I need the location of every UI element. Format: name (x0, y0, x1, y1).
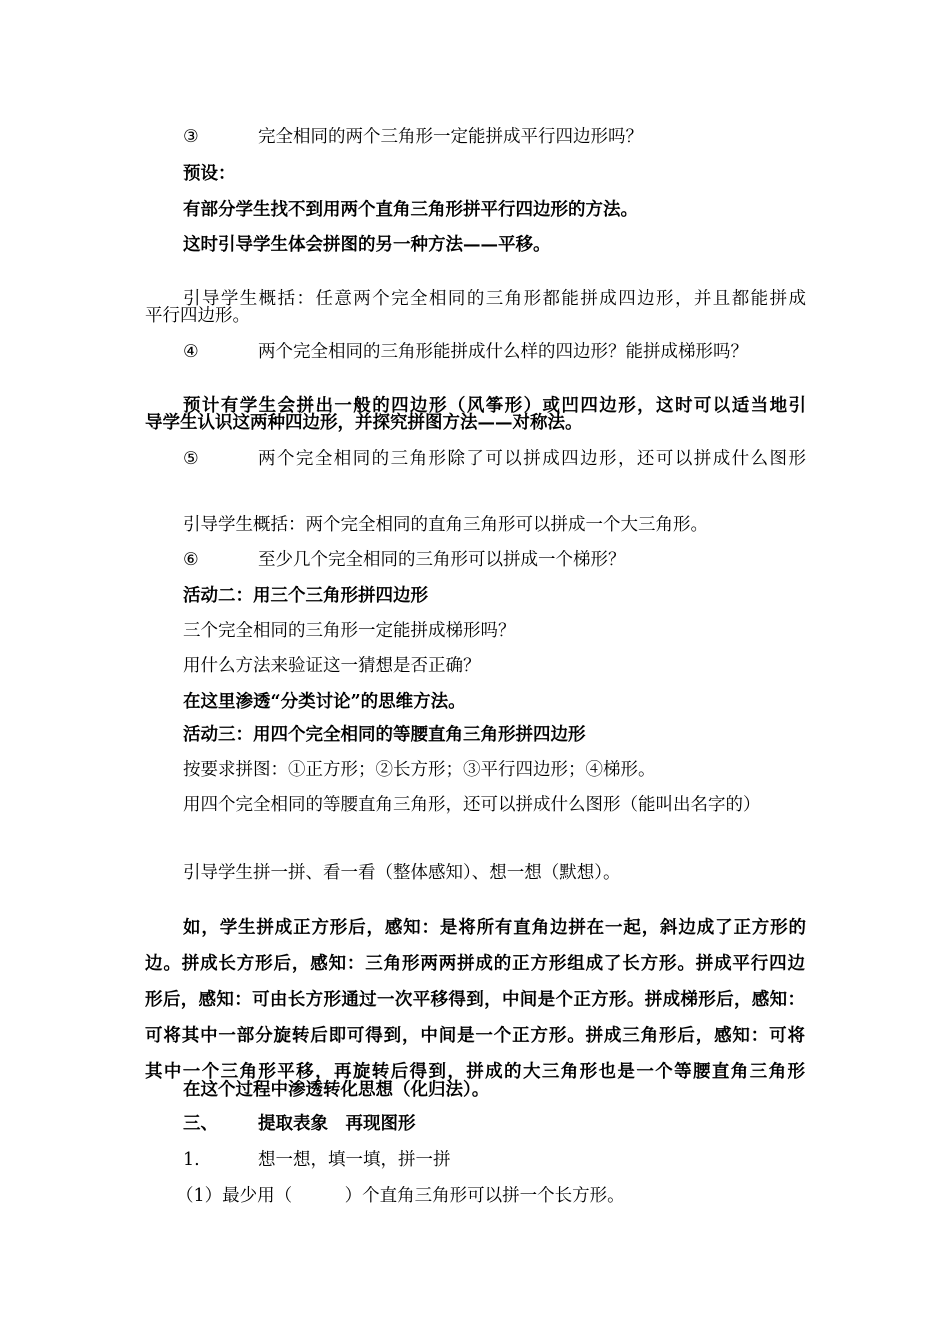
activity-3-guide: 引导学生拼一拼、看一看（整体感知）、想一想（默想）。 (183, 863, 621, 883)
perception-line-3: 形后，感知：可由长方形通过一次平移得到，中间是个正方形。拼成梯形后，感知： (145, 989, 805, 1010)
activity-2-note: 在这里渗透“分类讨论”的思维方法。 (183, 692, 466, 712)
activity-2-question-1: 三个完全相同的三角形一定能拼成梯形吗？ (183, 621, 516, 641)
section-3-number: 三、 (183, 1114, 218, 1134)
forecast-line-1: 预计有学生会拼出一般的四边形（风筝形）或凹四边形，这时可以适当地引 (183, 395, 806, 416)
section-3-title: 提取表象 再现图形 (258, 1114, 416, 1134)
question-5: 两个完全相同的三角形除了可以拼成四边形，还可以拼成什么图形 (258, 449, 806, 469)
exercise-1-title: 想一想，填一填，拼一拼 (258, 1150, 451, 1170)
perception-line-5: 其中一个三角形平移，再旋转后得到，拼成的大三角形也是一个等腰直角三角形 (145, 1061, 805, 1082)
perception-line-4: 可将其中一部分旋转后即可得到，中间是一个正方形。拼成三角形后，感知：可将 (145, 1025, 805, 1046)
activity-2-heading: 活动二：用三个三角形拼四边形 (183, 586, 428, 606)
preset-heading: 预设： (183, 164, 236, 184)
perception-line-1: 如，学生拼成正方形后，感知：是将所有直角边拼在一起，斜边成了正方形的 (183, 917, 806, 938)
summary-line-1: 引导学生概括：任意两个完全相同的三角形都能拼成四边形，并且都能拼成 (183, 288, 806, 309)
perception-conclusion: 在这个过程中渗透转化思想（化归法）。 (183, 1080, 490, 1100)
summary-line-2: 平行四边形。 (145, 306, 250, 326)
item-marker-3: ③ (183, 127, 199, 147)
item-marker-4: ④ (183, 342, 199, 362)
question-3: 完全相同的两个三角形一定能拼成平行四边形吗？ (258, 127, 643, 147)
preset-line-1: 有部分学生找不到用两个直角三角形拼平行四边形的方法。 (183, 200, 638, 220)
perception-line-2: 边。拼成长方形后，感知：三角形两两拼成的正方形组成了长方形。拼成平行四边 (145, 953, 805, 974)
question-6: 至少几个完全相同的三角形可以拼成一个梯形？ (258, 550, 626, 570)
exercise-1-number: 1. (183, 1150, 200, 1170)
item-marker-5: ⑤ (183, 449, 199, 469)
activity-3-question: 用四个完全相同的等腰直角三角形，还可以拼成什么图形（能叫出名字的） (183, 795, 761, 815)
preset-line-2: 这时引导学生体会拼图的另一种方法——平移。 (183, 235, 551, 255)
activity-3-heading: 活动三：用四个完全相同的等腰直角三角形拼四边形 (183, 725, 586, 745)
exercise-1-item-1: （1）最少用（ ）个直角三角形可以拼一个长方形。 (176, 1186, 625, 1206)
activity-3-requirement: 按要求拼图：①正方形；②长方形；③平行四边形；④梯形。 (183, 760, 656, 780)
item-marker-6: ⑥ (183, 550, 199, 570)
forecast-line-2: 导学生认识这两种四边形，并探究拼图方法——对称法。 (145, 413, 583, 433)
summary-triangle: 引导学生概括：两个完全相同的直角三角形可以拼成一个大三角形。 (183, 515, 708, 535)
activity-2-question-2: 用什么方法来验证这一猜想是否正确？ (183, 656, 481, 676)
question-4: 两个完全相同的三角形能拼成什么样的四边形？能拼成梯形吗？ (258, 342, 748, 362)
